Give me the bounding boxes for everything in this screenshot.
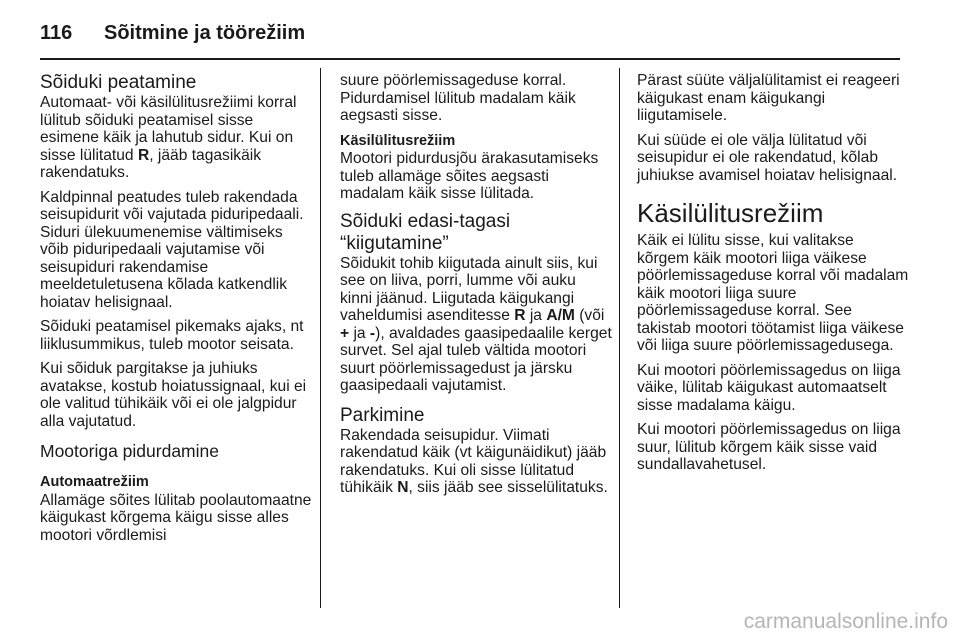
text: Automaat- või käsilülitusrežiimi korral lülitub sõiduki peatamisel sisse esimene käik ja lahutub sidur. Kui on sisse lülitatud	[40, 94, 297, 164]
page-number: 116	[40, 22, 73, 44]
header-rule	[40, 58, 900, 60]
paragraph	[340, 427, 612, 497]
text: ja	[349, 324, 370, 342]
paragraph: Kaldpinnal peatudes tuleb rakendada seisupidurit või vajutada piduripedaali. Siduri ülekuumenemise vältimiseks võib piduripedaali vajutamise või seisupiduri rakendamise meeldetuletusena kõlada katkendlik hoiatav helisignaal.	[40, 188, 304, 311]
text: Sõidukit tohib kiigutada ainult siis, kui see on liiva, porri, lumme või auku kinni jäänud. Liigutada käigukangi vaheldumisi asenditesse	[340, 254, 598, 324]
heading-rocking: Sõiduki edasi-tagasi “kiigutamine”	[340, 210, 511, 254]
paragraph: Kui mootori pöörlemissagedus on liiga suur, lülitub kõrgem käik sisse vaid sundallavahetusel.	[637, 421, 901, 473]
subheading-manual-mode: Käsilülitusrežiim	[340, 132, 456, 149]
key-label: N	[397, 479, 409, 496]
key-label: A/M	[546, 307, 575, 324]
column-2	[340, 72, 612, 504]
text: (või	[574, 307, 605, 324]
text: , siis jääb see sisselülitatuks.	[408, 479, 608, 496]
key-label: -	[369, 324, 376, 342]
watermark: carmanualsonline.info	[743, 610, 948, 633]
paragraph: Sõiduki peatamisel pikemaks ajaks, nt liiklusummikus, tuleb mootor seisata.	[40, 318, 304, 353]
paragraph: Allamäge sõites lülitab poolautomaatne käigukast kõrgema käigu sisse alles mootori võrdlemisi	[40, 491, 312, 544]
paragraph: suure pöörlemissageduse korral. Pidurdamisel lülitub madalam käik aegsasti sisse.	[340, 72, 576, 124]
heading-vehicle-stopping: Sõiduki peatamine	[40, 72, 197, 93]
paragraph: Kui süüde ei ole välja lülitatud või seisupidur ei ole rakendatud, kõlab juhiukse avamisel hoiatav helisignaal.	[637, 131, 898, 184]
key-label: R	[514, 307, 526, 324]
page-header	[40, 18, 305, 48]
text: , jääb tagasikäik rakendatuks.	[40, 146, 262, 181]
paragraph	[340, 255, 612, 395]
key-label: +	[340, 324, 350, 342]
subheading-automatic-mode: Automaatrežiim	[40, 474, 149, 490]
column-divider-2	[619, 68, 620, 608]
column-divider-1	[320, 68, 321, 608]
text: Rakendada seisupidur. Viimati rakendatud käik (vt käigunäidikut) jääb rakendatuks. Kui oli sisse lülitatud tühikäik	[340, 426, 607, 496]
text: ja	[525, 307, 547, 324]
key-label: R	[137, 146, 150, 164]
column-1	[40, 72, 312, 551]
text: ), avaldades gaasipedaalile kerget survet. Sel ajal tuleb vältida mootori suurt pöörlemissagedust ja järsku gaasipedaali vajutamist.	[340, 324, 612, 394]
page-title: Sõitmine ja töörežiim	[104, 22, 306, 44]
paragraph: Mootori pidurdusjõu ärakasutamiseks tuleb allamäge sõites aegsasti madalam käik sisse lülitada.	[340, 150, 599, 202]
paragraph: Kui sõiduk pargitakse ja juhiuks avatakse, kostub hoiatussignaal, kui ei ole valitud tühikäik või ei ole jalgpidur alla vajutatud.	[40, 360, 307, 430]
paragraph: Käik ei lülitu sisse, kui valitakse kõrgem käik mootori liiga väikese pöörlemissageduse korral või madalam käik mootori liiga suure pöörlemissageduse korral. See takistab mootori töötamist liiga väikese või liiga suure pöörlemissagedusega.	[637, 232, 909, 354]
heading-engine-braking: Mootoriga pidurdamine	[40, 441, 219, 461]
paragraph: Pärast süüte väljalülitamist ei reageeri käigukast enam käigukangi liigutamisele.	[637, 72, 900, 124]
paragraph: Kui mootori pöörlemissagedus on liiga väike, lülitab käigukast automaatselt sisse madalama käigu.	[637, 361, 901, 414]
paragraph	[40, 94, 312, 182]
heading-manual-mode: Käsilülitusrežiim	[637, 198, 824, 228]
heading-parking: Parkimine	[340, 404, 425, 426]
column-3	[637, 72, 909, 481]
